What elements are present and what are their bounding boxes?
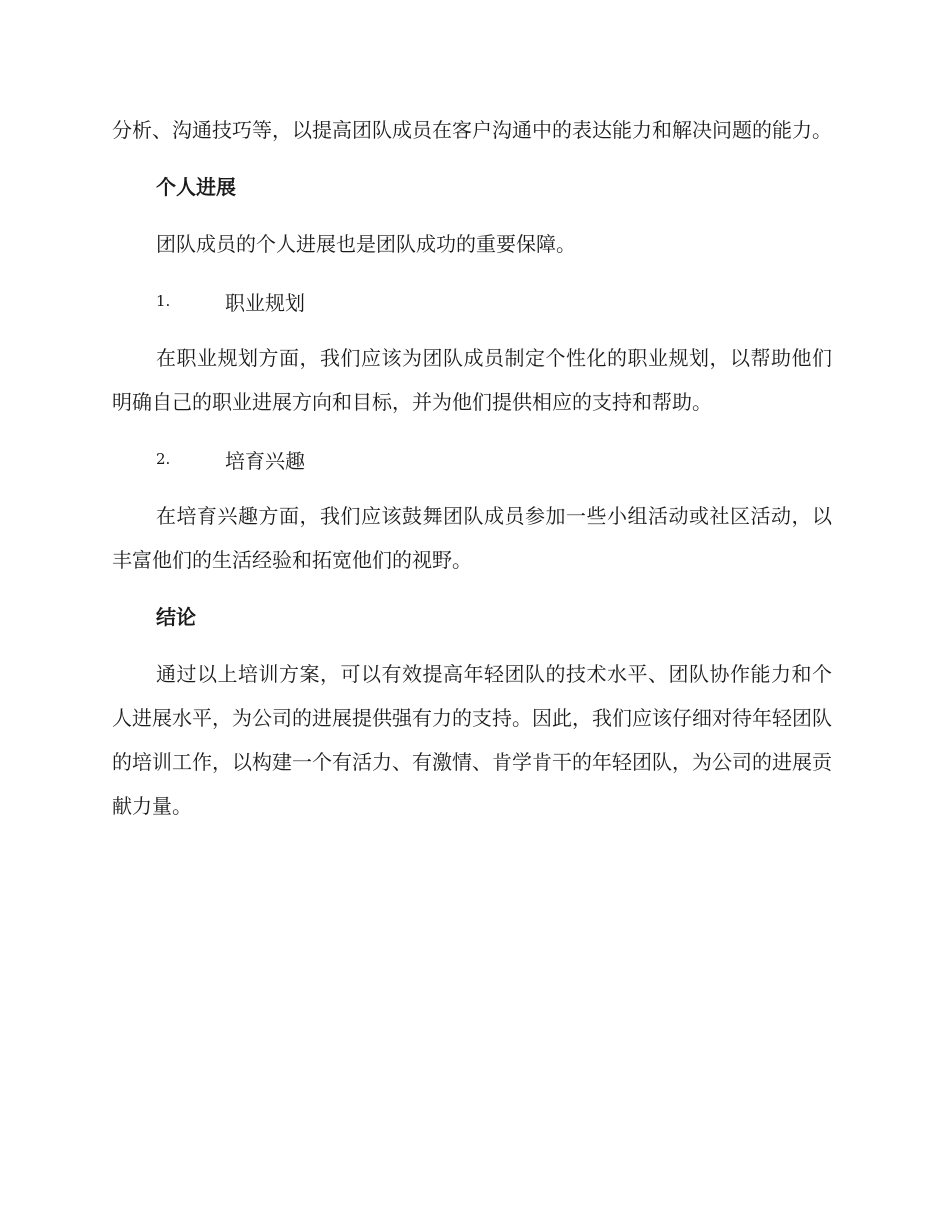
list-item-cultivate-interests bbox=[156, 437, 832, 481]
paragraph-continued: 分析、沟通技巧等，以提高团队成员在客户沟通中的表达能力和解决问题的能力。 bbox=[112, 118, 832, 142]
section-heading-personal: 个人进展 bbox=[156, 175, 236, 199]
list-number: 1. bbox=[156, 292, 171, 310]
document-page bbox=[112, 108, 832, 841]
list-item-career-planning bbox=[156, 279, 832, 323]
section-heading-conclusion: 结论 bbox=[156, 605, 196, 629]
paragraph-conclusion: 通过以上培训方案，可以有效提高年轻团队的技术水平、团队协作能力和个人进展水平，为公司的进展提供强有力的支持。因此，我们应该仔细对待年轻团队的培训工作，以构建一个有活力、有激情、肯学肯干的年轻团队，为公司的进展贡献力量。 bbox=[112, 662, 832, 818]
paragraph-career-planning: 在职业规划方面，我们应该为团队成员制定个性化的职业规划，以帮助他们明确自己的职业进展方向和目标，并为他们提供相应的支持和帮助。 bbox=[112, 346, 832, 414]
paragraph-personal-intro: 团队成员的个人进展也是团队成功的重要保障。 bbox=[156, 232, 576, 256]
paragraph-cultivate-interests: 在培育兴趣方面，我们应该鼓舞团队成员参加一些小组活动或社区活动，以丰富他们的生活经验和拓宽他们的视野。 bbox=[112, 504, 832, 572]
list-title: 职业规划 bbox=[225, 290, 305, 315]
list-number: 2. bbox=[156, 450, 171, 468]
list-title: 培育兴趣 bbox=[225, 448, 305, 473]
